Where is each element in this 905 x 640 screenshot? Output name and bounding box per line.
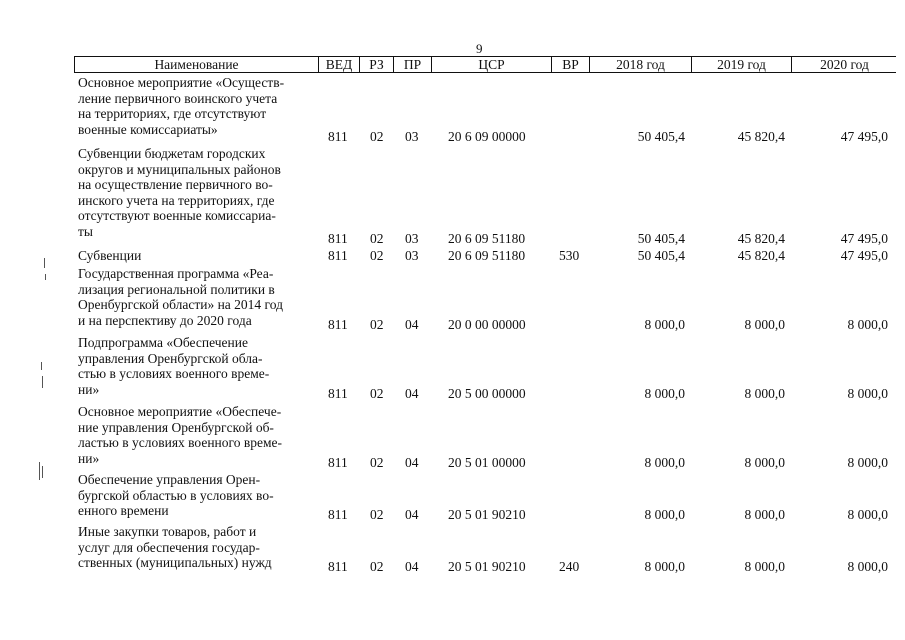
row-2020: 47 495,0 bbox=[840, 248, 888, 264]
scan-mark bbox=[42, 376, 43, 388]
row-name: Субвенции бюджетам городских округов и муниципальных районов на осуществление первичного во- инского учета на территориях, где отсутствуют военные комиссариа- ты bbox=[78, 146, 281, 239]
row-pr: 04 bbox=[405, 455, 419, 471]
row-rz: 02 bbox=[370, 386, 384, 402]
row-2019: 8 000,0 bbox=[744, 455, 785, 471]
row-csr: 20 0 00 00000 bbox=[448, 317, 526, 333]
table-row bbox=[78, 248, 896, 264]
table-row bbox=[78, 266, 896, 333]
row-2018: 50 405,4 bbox=[637, 248, 685, 264]
table-row bbox=[78, 146, 896, 247]
row-rz: 02 bbox=[370, 317, 384, 333]
row-2018: 8 000,0 bbox=[644, 559, 685, 575]
table-row bbox=[78, 335, 896, 402]
row-rz: 02 bbox=[370, 129, 384, 145]
row-name: Основное мероприятие «Осуществ- ление первичного воинского учета на территориях, где отсутствуют военные комиссариаты» bbox=[78, 75, 285, 137]
row-csr: 20 6 09 51180 bbox=[448, 248, 526, 264]
row-2018: 8 000,0 bbox=[644, 507, 685, 523]
row-pr: 04 bbox=[405, 386, 419, 402]
scan-mark bbox=[39, 462, 40, 480]
row-pr: 03 bbox=[405, 231, 419, 247]
header-2020: 2020 год bbox=[820, 57, 869, 72]
row-vr: 240 bbox=[559, 559, 580, 575]
header-ved: ВЕД bbox=[319, 57, 360, 72]
row-2020: 8 000,0 bbox=[847, 317, 888, 333]
row-ved: 811 bbox=[328, 455, 348, 471]
row-2020: 47 495,0 bbox=[840, 231, 888, 247]
row-2018: 8 000,0 bbox=[644, 386, 685, 402]
header-name: Наименование bbox=[75, 57, 319, 72]
header-2019: 2019 год bbox=[692, 57, 792, 72]
table-row bbox=[78, 524, 896, 575]
row-rz: 02 bbox=[370, 507, 384, 523]
row-ved: 811 bbox=[328, 129, 348, 145]
row-vr: 530 bbox=[559, 248, 580, 264]
header-2018: 2018 год bbox=[590, 57, 692, 72]
scan-mark bbox=[42, 466, 43, 478]
scan-mark bbox=[44, 258, 45, 268]
table-row bbox=[78, 75, 896, 145]
scan-mark bbox=[41, 362, 42, 370]
row-2019: 45 820,4 bbox=[737, 248, 785, 264]
row-2019: 8 000,0 bbox=[744, 317, 785, 333]
row-csr: 20 6 09 51180 bbox=[448, 231, 526, 247]
row-2020: 8 000,0 bbox=[847, 455, 888, 471]
row-2019: 45 820,4 bbox=[737, 129, 785, 145]
row-name: Иные закупки товаров, работ и услуг для обеспечения государ- ственных (муниципальных) нужд bbox=[78, 524, 272, 571]
row-2020: 8 000,0 bbox=[847, 559, 888, 575]
header-csr: ЦСР bbox=[432, 57, 552, 72]
row-csr: 20 5 01 90210 bbox=[448, 559, 526, 575]
header-pr: ПР bbox=[394, 57, 432, 72]
row-2019: 8 000,0 bbox=[744, 559, 785, 575]
page-number: 9 bbox=[476, 41, 483, 56]
row-ved: 811 bbox=[328, 231, 348, 247]
header-vr: ВР bbox=[552, 57, 590, 72]
row-2020: 8 000,0 bbox=[847, 386, 888, 402]
row-name: Субвенции bbox=[78, 248, 142, 263]
row-name: Подпрограмма «Обеспечение управления Оренбургской обла- стью в условиях военного време- ни» bbox=[78, 335, 270, 397]
header-rz: РЗ bbox=[360, 57, 394, 72]
row-2018: 8 000,0 bbox=[644, 317, 685, 333]
row-2018: 50 405,4 bbox=[637, 231, 685, 247]
row-name: Основное мероприятие «Обеспече- ние управления Оренбургской об- ластью в условиях военного време- ни» bbox=[78, 404, 283, 466]
table-row bbox=[78, 404, 896, 471]
row-name: Обеспечение управления Орен- бургской областью в условиях во- енного времени bbox=[78, 472, 274, 519]
row-csr: 20 5 00 00000 bbox=[448, 386, 526, 402]
scan-mark bbox=[45, 274, 46, 280]
row-rz: 02 bbox=[370, 559, 384, 575]
row-ved: 811 bbox=[328, 248, 348, 264]
row-pr: 04 bbox=[405, 507, 419, 523]
row-2019: 8 000,0 bbox=[744, 507, 785, 523]
row-csr: 20 5 01 90210 bbox=[448, 507, 526, 523]
row-pr: 04 bbox=[405, 317, 419, 333]
row-ved: 811 bbox=[328, 317, 348, 333]
table-header bbox=[74, 56, 896, 73]
row-2020: 47 495,0 bbox=[840, 129, 888, 145]
row-pr: 04 bbox=[405, 559, 419, 575]
row-pr: 03 bbox=[405, 129, 419, 145]
row-csr: 20 5 01 00000 bbox=[448, 455, 526, 471]
row-pr: 03 bbox=[405, 248, 419, 264]
table-row bbox=[78, 472, 896, 523]
row-2020: 8 000,0 bbox=[847, 507, 888, 523]
row-rz: 02 bbox=[370, 455, 384, 471]
row-csr: 20 6 09 00000 bbox=[448, 129, 526, 145]
row-2018: 8 000,0 bbox=[644, 455, 685, 471]
row-rz: 02 bbox=[370, 231, 384, 247]
row-2018: 50 405,4 bbox=[637, 129, 685, 145]
row-ved: 811 bbox=[328, 507, 348, 523]
row-name: Государственная программа «Реа- лизация региональной политики в Оренбургской области» на 2014 год и на перспективу до 2020 года bbox=[78, 266, 283, 328]
row-rz: 02 bbox=[370, 248, 384, 264]
row-ved: 811 bbox=[328, 559, 348, 575]
row-2019: 8 000,0 bbox=[744, 386, 785, 402]
row-2019: 45 820,4 bbox=[737, 231, 785, 247]
row-ved: 811 bbox=[328, 386, 348, 402]
